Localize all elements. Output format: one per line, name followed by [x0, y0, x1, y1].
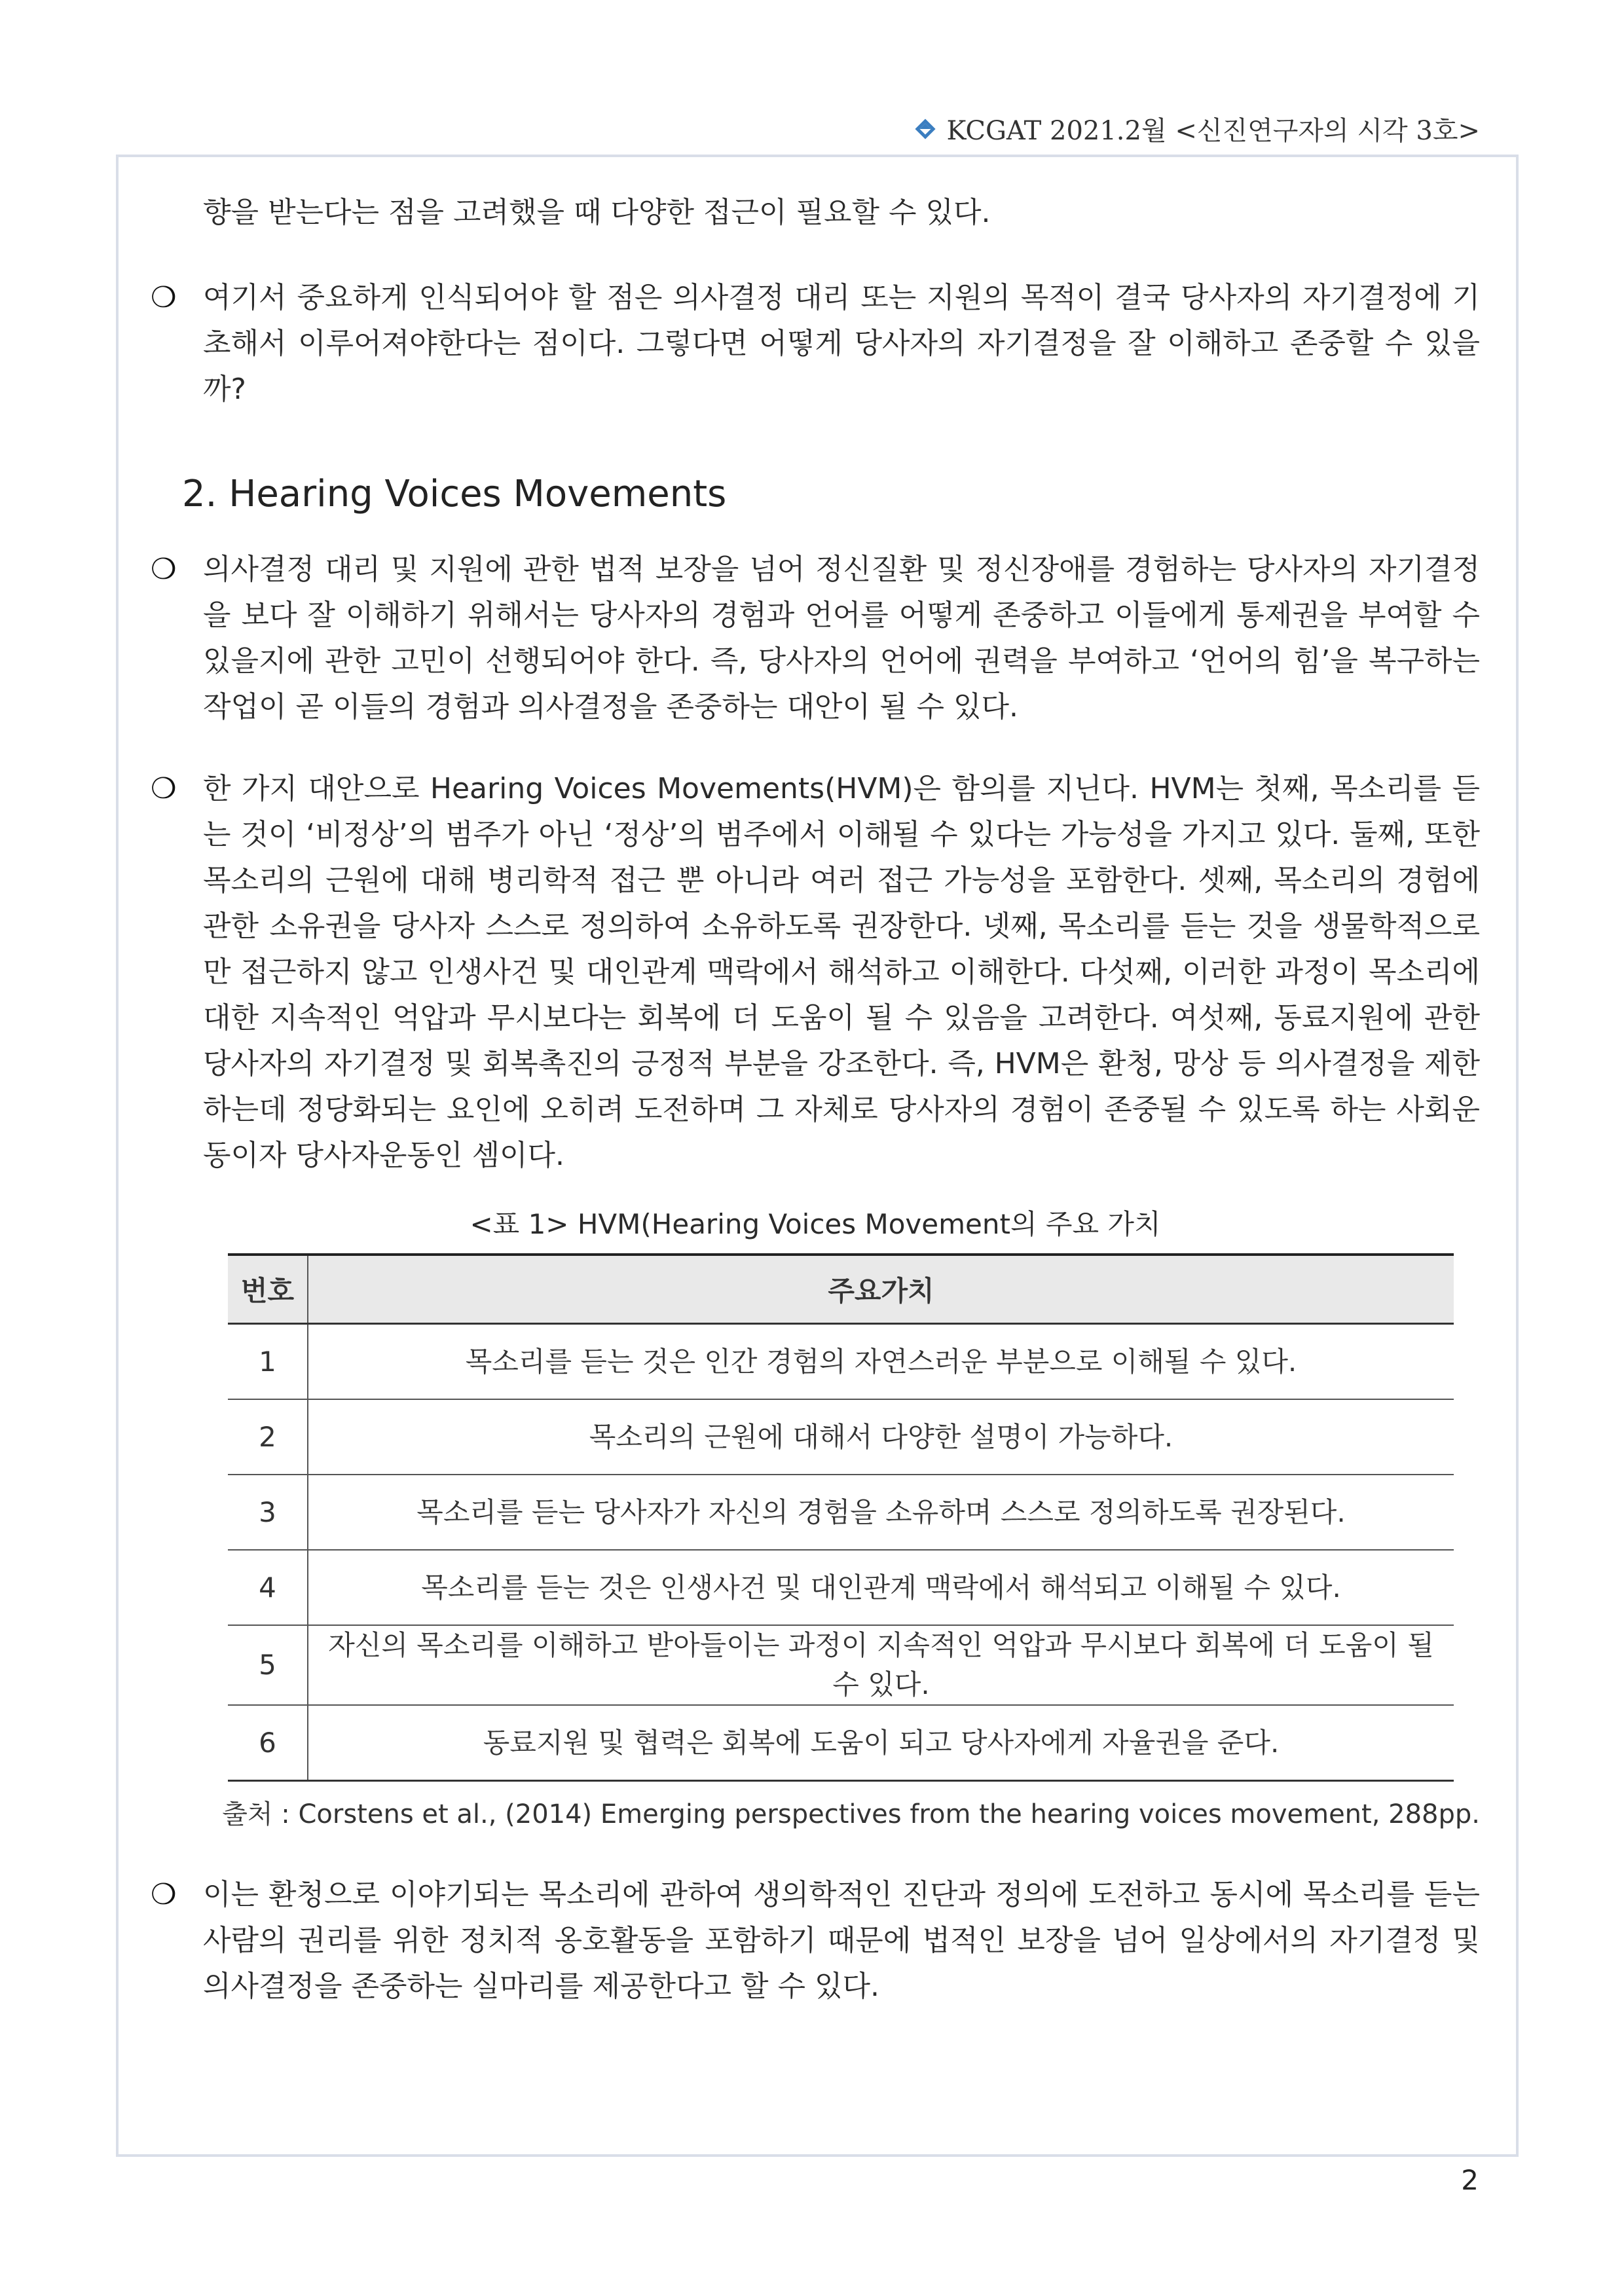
paragraph-text: 여기서 중요하게 인식되어야 할 점은 의사결정 대리 또는 지원의 목적이 결국 당사자의 자기결정에 기초해서 이루어져야한다는 점이다. 그렇다면 어떻게 당사자의 자기결정을 잘 이해하고 존중할 수 있을까?: [203, 281, 1480, 406]
row-value: 동료지원 및 협력은 회복에 도움이 되고 당사자에게 자율권을 준다.: [308, 1705, 1454, 1781]
table-row: [228, 1324, 1454, 1400]
page-header: [918, 110, 1480, 147]
row-value: 자신의 목소리를 이해하고 받아들이는 과정이 지속적인 억압과 무시보다 회복에 더 도움이 될 수 있다.: [308, 1625, 1454, 1705]
bullet-paragraph-1: [151, 275, 1480, 413]
header-number: 번호: [228, 1255, 308, 1324]
bullet-paragraph-2: [151, 547, 1480, 730]
table-header-row: [228, 1255, 1454, 1324]
row-value: 목소리를 듣는 것은 인간 경험의 자연스러운 부분으로 이해될 수 있다.: [308, 1324, 1454, 1400]
main-content: [151, 190, 1480, 2010]
table-source: 출처 : Corstens et al., (2014) Emerging perspectives from the hearing voices movement, 288pp.: [222, 1799, 1480, 1829]
continued-paragraph: 향을 받는다는 점을 고려했을 때 다양한 접근이 필요할 수 있다.: [203, 196, 991, 229]
table-row: [228, 1705, 1454, 1781]
row-number: 5: [228, 1625, 308, 1705]
bullet-paragraph-3: [151, 766, 1480, 1179]
diamond-icon: [915, 119, 935, 139]
row-value: 목소리의 근원에 대해서 다양한 설명이 가능하다.: [308, 1399, 1454, 1475]
row-number: 3: [228, 1475, 308, 1550]
paragraph-text: 한 가지 대안으로 Hearing Voices Movements(HVM)은 함의를 지닌다. HVM는 첫째, 목소리를 듣는 것이 ‘비정상’의 범주가 아닌 ‘정상’의 범주에서 이해될 수 있다는 가능성을 가지고 있다. 둘째, 또한 목소리의 근원에 대해 병리학적 접근 뿐 아니라 여러 접근 가능성을 포함한다. 셋째, 목소리의 경험에 관한 소유권을 당사자 스스로 정의하여 소유하도록 권장한다. 넷째, 목소리를 듣는 것을 생물학적으로만 접근하지 않고 인생사건 및 대인관계 맥락에서 해석하고 이해한다. 다섯째, 이러한 과정이 목소리에 대한 지속적인 억압과 무시보다는 회복에 더 도움이 될 수 있음을 고려한다. 여섯째, 동료지원에 관한 당사자의 자기결정 및 회복촉진의 긍정적 부분을 강조한다. 즉, HVM은 환청, 망상 등 의사결정을 제한하는데 정당화되는 요인에 오히려 도전하며 그 자체로 당사자의 경험이 존중될 수 있도록 하는 사회운동이자 당사자운동인 셈이다.: [203, 772, 1480, 1172]
row-number: 2: [228, 1399, 308, 1475]
bullet-paragraph-4: [151, 1872, 1480, 2010]
values-table: [228, 1253, 1454, 1782]
header-value: 주요가치: [308, 1255, 1454, 1324]
header-text: KCGAT 2021.2월 <신진연구자의 시각 3호>: [946, 116, 1480, 146]
bullet-circle-icon: ❍: [151, 553, 177, 586]
paragraph-text: 이는 환청으로 이야기되는 목소리에 관하여 생의학적인 진단과 정의에 도전하고 동시에 목소리를 듣는 사람의 권리를 위한 정치적 옹호활동을 포함하기 때문에 법적인 보장을 넘어 일상에서의 자기결정 및 의사결정을 존중하는 실마리를 제공한다고 할 수 있다.: [203, 1878, 1480, 2003]
bullet-circle-icon: ❍: [151, 281, 177, 314]
section-title: 2. Hearing Voices Movements: [182, 473, 727, 515]
table-row: [228, 1550, 1454, 1625]
bullet-circle-icon: ❍: [151, 772, 177, 805]
row-number: 4: [228, 1550, 308, 1625]
page-number: 2: [1461, 2164, 1479, 2196]
table-caption: <표 1> HVM(Hearing Voices Movement의 주요 가치: [470, 1208, 1161, 1240]
row-number: 1: [228, 1324, 308, 1400]
table-row: [228, 1399, 1454, 1475]
row-value: 목소리를 듣는 것은 인생사건 및 대인관계 맥락에서 해석되고 이해될 수 있다.: [308, 1550, 1454, 1625]
table-row: [228, 1475, 1454, 1550]
table-row: [228, 1625, 1454, 1705]
bullet-circle-icon: ❍: [151, 1878, 177, 1911]
row-number: 6: [228, 1705, 308, 1781]
paragraph-text: 의사결정 대리 및 지원에 관한 법적 보장을 넘어 정신질환 및 정신장애를 경험하는 당사자의 자기결정을 보다 잘 이해하기 위해서는 당사자의 경험과 언어를 어떻게 존중하고 이들에게 통제권을 부여할 수 있을지에 관한 고민이 선행되어야 한다. 즉, 당사자의 언어에 권력을 부여하고 ‘언어의 힘’을 복구하는 작업이 곧 이들의 경험과 의사결정을 존중하는 대안이 될 수 있다.: [203, 553, 1480, 724]
row-value: 목소리를 듣는 당사자가 자신의 경험을 소유하며 스스로 정의하도록 권장된다.: [308, 1475, 1454, 1550]
